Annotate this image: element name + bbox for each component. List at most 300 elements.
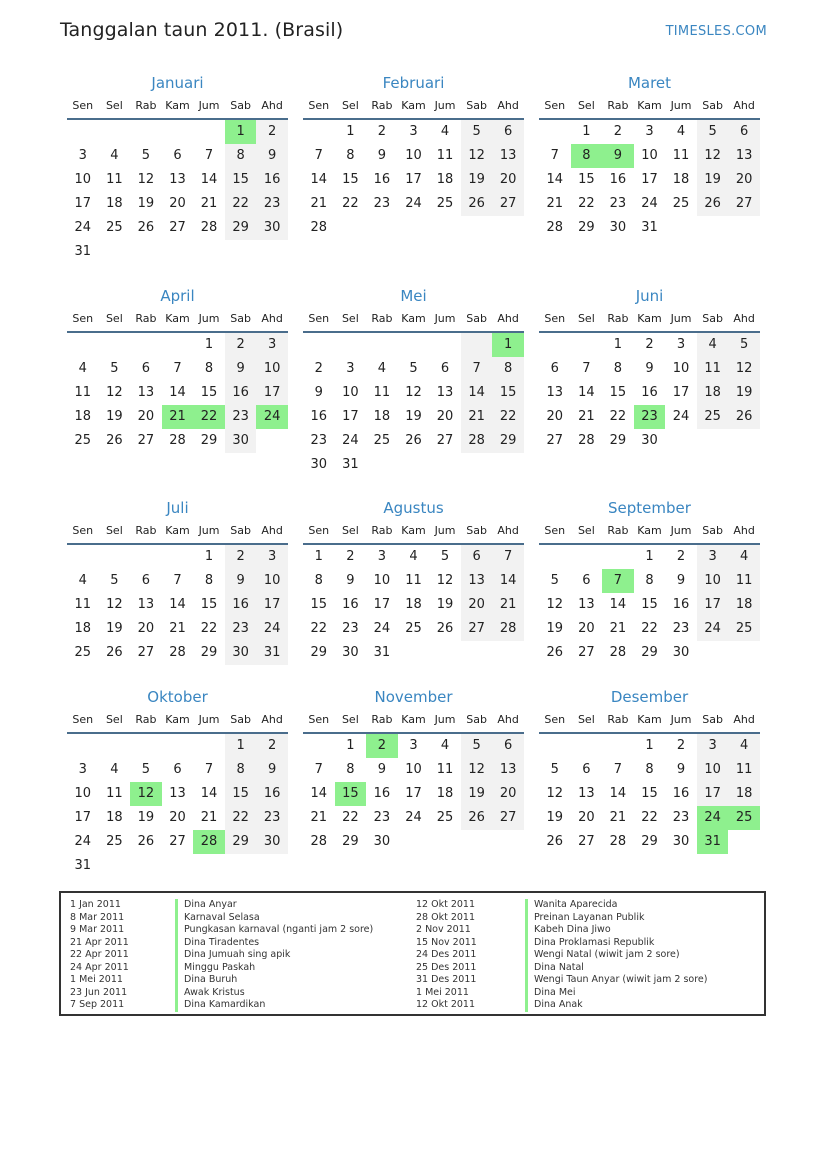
day-cell: 10 <box>697 569 729 593</box>
month-name: Maret <box>627 74 672 92</box>
day-cell: 19 <box>405 409 422 424</box>
day-cell: 11 <box>74 385 92 400</box>
day-cell: 18 <box>373 409 391 424</box>
day-cell: 13 <box>492 758 524 782</box>
weekday-label: Sen <box>72 99 94 112</box>
weekday-label: Sen <box>308 524 330 537</box>
day-cell: 3 <box>256 545 288 569</box>
empty-cell <box>225 240 257 264</box>
legend-holiday-name: Dina Kamardikan <box>175 999 373 1012</box>
day-cell: 25 <box>74 433 92 448</box>
day-cell: 28 <box>169 645 186 660</box>
weekday-label: Kam <box>637 713 662 726</box>
weekday-header <box>303 519 524 545</box>
day-cell: 2 <box>645 337 654 352</box>
empty-cell <box>697 216 729 240</box>
day-cell: 19 <box>436 597 454 612</box>
weekday-label: Sel <box>341 713 359 726</box>
day-grid <box>67 734 288 878</box>
weekday-label: Kam <box>165 524 190 537</box>
legend-date: 31 Des 2011 <box>416 974 477 985</box>
day-cell: 27 <box>578 834 595 849</box>
day-cell: 20 <box>546 409 564 424</box>
day-cell: 23 <box>342 621 359 636</box>
empty-cell <box>571 333 603 357</box>
day-cell: 5 <box>461 734 493 758</box>
month-name: April <box>160 287 195 305</box>
month-name: Desember <box>610 688 689 706</box>
weekday-label: Ahd <box>497 312 519 325</box>
weekday-header <box>539 94 760 120</box>
day-cell: 1 <box>204 337 214 352</box>
empty-cell <box>728 830 760 854</box>
empty-cell <box>492 216 524 240</box>
day-cell: 30 <box>310 457 328 472</box>
day-cell: 5 <box>110 573 119 588</box>
day-cell: 3 <box>697 734 729 758</box>
day-grid <box>303 734 524 854</box>
day-cell: 7 <box>461 357 493 381</box>
day-cell: 4 <box>377 361 387 376</box>
day-cell: 21 <box>546 196 564 211</box>
weekday-label: Kam <box>165 713 190 726</box>
day-cell: 2 <box>613 124 623 139</box>
empty-cell <box>398 216 430 240</box>
day-cell: 16 <box>225 381 257 405</box>
day-cell: 13 <box>169 172 186 187</box>
day-cell: 25 <box>436 810 454 825</box>
day-cell: 15 <box>609 385 627 400</box>
day-cell: 2 <box>256 734 288 758</box>
weekday-label: Rab <box>371 99 393 112</box>
day-cell: 16 <box>672 786 690 801</box>
day-cell: 23 <box>225 405 257 429</box>
day-cell: 26 <box>728 405 760 429</box>
day-cell: 5 <box>409 361 418 376</box>
empty-cell <box>728 429 760 453</box>
weekday-label: Rab <box>135 312 157 325</box>
empty-cell <box>602 545 634 569</box>
day-cell: 12 <box>130 782 162 806</box>
weekday-header <box>67 307 288 333</box>
day-cell: 12 <box>461 144 493 168</box>
day-cell: 2 <box>346 549 355 564</box>
day-cell: 27 <box>137 645 155 660</box>
weekday-label: Kam <box>637 99 662 112</box>
day-cell: 11 <box>697 357 729 381</box>
day-cell: 7 <box>204 148 214 163</box>
weekday-label: Jum <box>670 713 692 726</box>
weekday-label: Rab <box>135 713 157 726</box>
day-cell: 18 <box>74 621 92 636</box>
day-cell: 29 <box>342 834 359 849</box>
day-cell: 5 <box>550 762 559 777</box>
legend-holiday-name: Dina Natal <box>525 962 707 975</box>
empty-cell <box>539 120 571 144</box>
day-cell: 10 <box>641 148 658 163</box>
weekday-label: Sab <box>702 524 723 537</box>
day-cell: 26 <box>436 621 454 636</box>
month-name: September <box>608 499 691 517</box>
day-cell: 21 <box>609 621 627 636</box>
day-cell: 18 <box>405 597 422 612</box>
weekday-label: Jum <box>434 524 456 537</box>
weekday-label: Sel <box>341 99 359 112</box>
day-cell: 13 <box>578 597 595 612</box>
day-cell: 14 <box>609 597 627 612</box>
day-cell: 1 <box>613 337 623 352</box>
weekday-label: Kam <box>637 312 662 325</box>
empty-cell <box>366 333 398 357</box>
day-cell: 16 <box>310 409 328 424</box>
day-cell: 14 <box>200 786 218 801</box>
day-cell: 4 <box>676 124 686 139</box>
day-cell: 3 <box>78 762 87 777</box>
day-cell: 27 <box>436 433 454 448</box>
day-cell: 19 <box>106 621 123 636</box>
day-cell: 6 <box>492 120 524 144</box>
day-cell: 17 <box>697 593 729 617</box>
day-cell: 27 <box>169 220 186 235</box>
day-cell: 8 <box>645 573 654 588</box>
day-cell: 12 <box>728 357 760 381</box>
weekday-label: Sel <box>105 312 123 325</box>
month-maret <box>539 72 760 240</box>
month-januari <box>67 72 288 264</box>
weekday-label: Sel <box>577 99 595 112</box>
day-cell: 22 <box>225 192 257 216</box>
day-grid <box>539 333 760 453</box>
day-cell: 4 <box>440 738 450 753</box>
day-cell: 28 <box>193 830 225 854</box>
day-cell: 11 <box>436 148 454 163</box>
weekday-label: Rab <box>607 524 629 537</box>
day-cell: 9 <box>377 148 387 163</box>
day-cell: 4 <box>110 148 119 163</box>
day-cell: 25 <box>728 617 760 641</box>
day-cell: 12 <box>106 385 123 400</box>
legend-holiday-name: Wanita Aparecida <box>525 899 707 912</box>
day-cell: 1 <box>645 738 654 753</box>
day-cell: 1 <box>346 124 355 139</box>
day-cell: 2 <box>676 738 686 753</box>
day-cell: 12 <box>436 573 454 588</box>
weekday-label: Ahd <box>261 524 283 537</box>
day-cell: 25 <box>373 433 391 448</box>
day-cell: 3 <box>409 738 418 753</box>
day-cell: 15 <box>225 782 257 806</box>
empty-cell <box>99 545 131 569</box>
day-cell: 1 <box>314 549 323 564</box>
day-cell: 20 <box>436 409 454 424</box>
legend-date: 21 Apr 2011 <box>70 936 129 948</box>
weekday-label: Jum <box>198 524 220 537</box>
day-cell: 31 <box>74 244 92 259</box>
empty-cell <box>130 120 162 144</box>
day-cell: 10 <box>405 148 422 163</box>
empty-cell <box>665 429 697 453</box>
day-cell: 15 <box>200 597 218 612</box>
day-cell: 24 <box>74 834 92 849</box>
day-cell: 24 <box>256 617 288 641</box>
day-cell: 20 <box>578 621 595 636</box>
day-cell: 6 <box>492 734 524 758</box>
day-cell: 14 <box>169 597 186 612</box>
empty-cell <box>539 545 571 569</box>
empty-cell <box>461 216 493 240</box>
month-september <box>539 497 760 665</box>
day-cell: 12 <box>106 597 123 612</box>
legend-holiday-name: Pungkasan karnaval (nganti jam 2 sore) <box>175 924 373 937</box>
day-cell: 18 <box>106 196 123 211</box>
day-cell: 15 <box>641 786 658 801</box>
empty-cell <box>697 641 729 665</box>
day-cell: 10 <box>74 786 92 801</box>
empty-cell <box>99 120 131 144</box>
day-cell: 7 <box>173 573 182 588</box>
day-cell: 5 <box>141 148 151 163</box>
legend-date: 12 Okt 2011 <box>416 999 476 1010</box>
empty-cell <box>492 830 524 854</box>
day-cell: 16 <box>641 385 658 400</box>
day-cell: 3 <box>256 333 288 357</box>
day-cell: 8 <box>613 361 623 376</box>
day-cell: 21 <box>492 593 524 617</box>
empty-cell <box>461 830 493 854</box>
day-cell: 4 <box>78 361 87 376</box>
day-cell: 8 <box>314 573 323 588</box>
month-november <box>303 686 524 854</box>
day-cell: 17 <box>256 381 288 405</box>
day-cell: 17 <box>342 409 359 424</box>
legend-date: 23 Jun 2011 <box>70 986 128 998</box>
day-cell: 26 <box>405 433 422 448</box>
weekday-header <box>539 708 760 734</box>
day-cell: 9 <box>676 762 686 777</box>
day-cell: 19 <box>137 196 155 211</box>
day-cell: 7 <box>314 762 323 777</box>
weekday-label: Sel <box>341 312 359 325</box>
empty-cell <box>162 854 194 878</box>
empty-cell <box>193 240 225 264</box>
weekday-label: Sab <box>702 99 723 112</box>
day-cell: 26 <box>137 220 155 235</box>
day-cell: 25 <box>405 621 422 636</box>
day-cell: 23 <box>672 810 690 825</box>
legend-holiday-name: Dina Tiradentes <box>175 937 373 950</box>
day-cell: 25 <box>106 834 123 849</box>
day-cell: 13 <box>137 385 155 400</box>
day-cell: 29 <box>641 834 658 849</box>
empty-cell <box>256 429 288 453</box>
empty-cell <box>99 240 131 264</box>
day-cell: 15 <box>492 381 524 405</box>
empty-cell <box>539 734 571 758</box>
day-cell: 14 <box>200 172 218 187</box>
day-cell: 5 <box>110 361 119 376</box>
day-cell: 7 <box>492 545 524 569</box>
day-cell: 13 <box>169 786 186 801</box>
day-cell: 15 <box>342 172 359 187</box>
weekday-label: Jum <box>670 99 692 112</box>
day-cell: 8 <box>204 573 214 588</box>
empty-cell <box>429 641 461 665</box>
day-cell: 14 <box>546 172 564 187</box>
day-grid <box>67 545 288 665</box>
day-cell: 30 <box>609 220 627 235</box>
day-cell: 13 <box>546 385 564 400</box>
day-cell: 18 <box>728 593 760 617</box>
day-cell: 17 <box>697 782 729 806</box>
empty-cell <box>429 216 461 240</box>
empty-cell <box>429 453 461 477</box>
empty-cell <box>162 120 194 144</box>
empty-cell <box>697 429 729 453</box>
day-cell: 30 <box>225 429 257 453</box>
weekday-label: Ahd <box>733 312 755 325</box>
weekday-label: Sen <box>308 312 330 325</box>
day-cell: 22 <box>225 806 257 830</box>
legend-date: 2 Nov 2011 <box>416 924 471 935</box>
legend-holiday-name: Karnaval Selasa <box>175 912 373 925</box>
empty-cell <box>67 734 99 758</box>
weekday-label: Jum <box>434 713 456 726</box>
day-cell: 4 <box>440 124 450 139</box>
day-cell: 27 <box>461 617 493 641</box>
day-cell: 18 <box>106 810 123 825</box>
day-cell: 24 <box>342 433 359 448</box>
day-cell: 6 <box>141 361 151 376</box>
day-cell: 28 <box>310 220 328 235</box>
day-cell: 23 <box>609 196 627 211</box>
empty-cell <box>162 545 194 569</box>
weekday-label: Sab <box>230 99 251 112</box>
day-cell: 1 <box>204 549 214 564</box>
day-cell: 31 <box>641 220 658 235</box>
day-cell: 8 <box>571 144 603 168</box>
day-cell: 23 <box>373 810 391 825</box>
day-cell: 16 <box>373 172 391 187</box>
day-cell: 2 <box>225 545 257 569</box>
day-cell: 12 <box>546 597 564 612</box>
day-cell: 25 <box>672 196 690 211</box>
day-cell: 11 <box>405 573 422 588</box>
weekday-header <box>67 708 288 734</box>
weekday-label: Sab <box>230 524 251 537</box>
day-cell: 14 <box>310 786 328 801</box>
month-april <box>67 285 288 453</box>
day-cell: 11 <box>728 758 760 782</box>
day-cell: 22 <box>342 810 359 825</box>
day-cell: 9 <box>256 144 288 168</box>
weekday-label: Sel <box>577 524 595 537</box>
day-cell: 28 <box>492 617 524 641</box>
day-cell: 9 <box>645 361 654 376</box>
legend-holiday-name: Dina Buruh <box>175 974 373 987</box>
day-cell: 16 <box>225 593 257 617</box>
day-cell: 24 <box>373 621 391 636</box>
weekday-label: Sab <box>230 312 251 325</box>
day-cell: 26 <box>697 192 729 216</box>
weekday-label: Rab <box>135 524 157 537</box>
brand-link[interactable]: TIMESLES.COM <box>665 24 767 39</box>
empty-cell <box>571 545 603 569</box>
legend-holiday-name: Dina Jumuah sing apik <box>175 949 373 962</box>
day-cell: 15 <box>578 172 595 187</box>
legend-date: 8 Mar 2011 <box>70 911 125 923</box>
weekday-header <box>67 519 288 545</box>
day-grid <box>67 333 288 453</box>
day-cell: 11 <box>436 762 454 777</box>
day-cell: 4 <box>409 549 418 564</box>
weekday-label: Rab <box>607 312 629 325</box>
empty-cell <box>130 545 162 569</box>
weekday-label: Sab <box>466 713 487 726</box>
empty-cell <box>99 734 131 758</box>
day-cell: 25 <box>436 196 454 211</box>
weekday-label: Sen <box>308 99 330 112</box>
day-cell: 29 <box>310 645 328 660</box>
empty-cell <box>335 333 367 357</box>
weekday-label: Ahd <box>261 713 283 726</box>
day-cell: 27 <box>169 834 186 849</box>
day-cell: 21 <box>609 810 627 825</box>
day-cell: 19 <box>461 782 493 806</box>
empty-cell <box>539 333 571 357</box>
day-cell: 12 <box>546 786 564 801</box>
day-cell: 9 <box>676 573 686 588</box>
day-cell: 3 <box>645 124 654 139</box>
legend-date: 12 Okt 2011 <box>416 899 476 910</box>
weekday-label: Sab <box>702 713 723 726</box>
day-cell: 7 <box>550 148 559 163</box>
day-cell: 6 <box>173 148 182 163</box>
day-cell: 13 <box>461 569 493 593</box>
day-cell: 2 <box>256 120 288 144</box>
day-cell: 29 <box>200 433 218 448</box>
day-cell: 8 <box>225 144 257 168</box>
weekday-label: Jum <box>670 312 692 325</box>
day-cell: 6 <box>728 120 760 144</box>
day-cell: 12 <box>137 172 155 187</box>
day-cell: 7 <box>173 361 182 376</box>
empty-cell <box>461 453 493 477</box>
day-cell: 3 <box>697 545 729 569</box>
day-cell: 23 <box>256 806 288 830</box>
weekday-header <box>303 94 524 120</box>
day-cell: 10 <box>74 172 92 187</box>
day-cell: 20 <box>137 621 155 636</box>
weekday-label: Kam <box>637 524 662 537</box>
legend-names-right <box>525 899 707 1012</box>
empty-cell <box>67 120 99 144</box>
day-cell: 17 <box>641 172 658 187</box>
day-cell: 21 <box>200 196 218 211</box>
day-cell: 24 <box>697 806 729 830</box>
day-cell: 17 <box>405 786 422 801</box>
day-cell: 10 <box>373 573 391 588</box>
day-cell: 16 <box>256 782 288 806</box>
day-cell: 13 <box>728 144 760 168</box>
weekday-label: Sen <box>544 312 566 325</box>
day-cell: 1 <box>492 333 524 357</box>
day-cell: 15 <box>641 597 658 612</box>
day-cell: 3 <box>346 361 355 376</box>
day-cell: 17 <box>74 196 92 211</box>
weekday-label: Sen <box>72 312 94 325</box>
empty-cell <box>398 453 430 477</box>
empty-cell <box>256 240 288 264</box>
